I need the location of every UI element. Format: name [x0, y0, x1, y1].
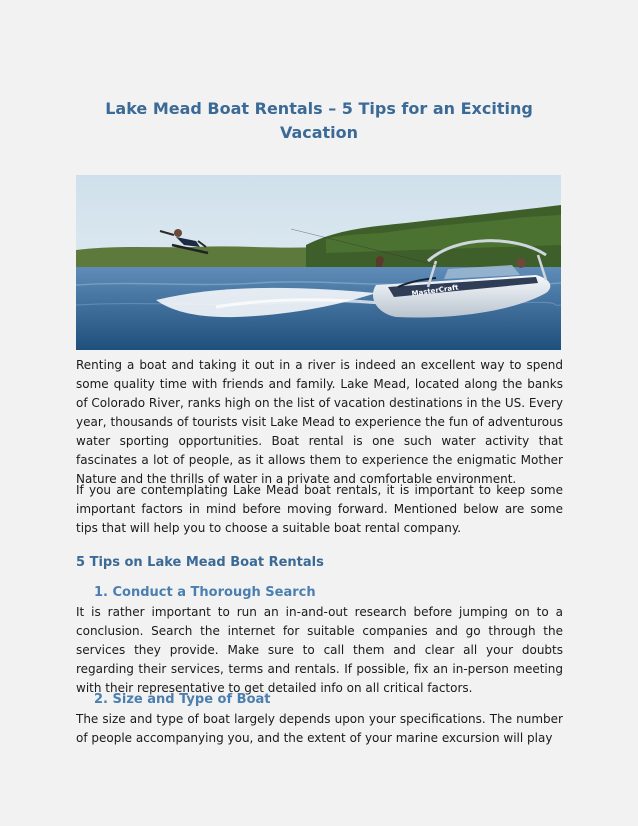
tip-text: The size and type of boat largely depends upon your specifications. The number of people accompanying you, and the extent of your marine excursion will play [76, 712, 563, 745]
section-heading: 5 Tips on Lake Mead Boat Rentals [76, 555, 324, 570]
tip-text: It is rather important to run an in-and-out research before jumping on to a conclusion. Search the internet for suitable companies and go through the services they provide. Make sure to call them and clear all your doubts regarding their services, terms and rentals. If possible, fix an in-person meeting with their representative to get detailed info on all critical factors. [76, 605, 563, 695]
tip-heading: 1. Conduct a Thorough Search [94, 585, 316, 600]
boat-photo [76, 175, 561, 350]
document-title: Lake Mead Boat Rentals – 5 Tips for an Exciting Vacation [105, 99, 533, 142]
boat-brand-text: MasterCraft [411, 283, 459, 298]
intro-paragraph: Renting a boat and taking it out in a river is indeed an excellent way to spend some quality time with friends and family. Lake Mead, located along the banks of Colorado River, ranks high on the list of vacation destinations in the US. Every year, thousands of tourists visit Lake Mead to experience the fun of adventurous water sporting opportunities. Boat rental is one such water activity that fascinates a lot of people, as it allows them to experience the enigmatic Mother Nature and the thrills of water in a private and comfortable environment. [76, 358, 563, 486]
tips-intro-paragraph: If you are contemplating Lake Mead boat rentals, it is important to keep some important factors in mind before moving forward. Mentioned below are some tips that will help you to choose a suitable boat rental company. [76, 483, 563, 535]
tip-heading: 2. Size and Type of Boat [94, 692, 271, 707]
